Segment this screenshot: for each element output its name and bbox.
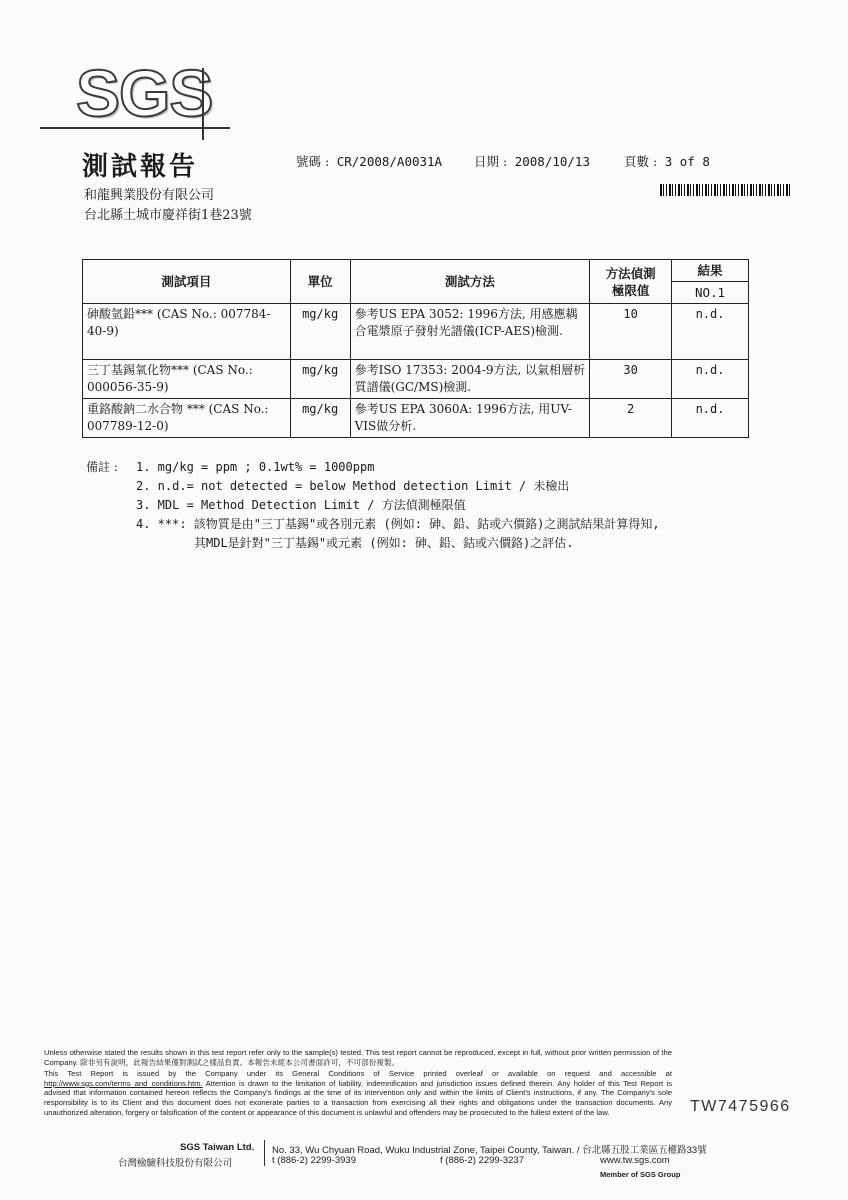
disclaimer-text: Attention is drawn to the limitation of liability, indemnification and jurisdiction issues defined therein. Any holder of this Test Report is advised that information contained hereon reflects the Company's findings at the time of its intervention only and within the limits of Client's instructions, if any. The Company's sole responsibility is to its Client and this document does not exonerate parties to a transaction from exercising all their rights and obligations under the transaction documents. Any unauthorized alteration, forgery or falsification of the content or appearance of this document is unlawful and offenders may be prosecuted to the fullest extent of the law.	[44, 1078, 672, 1117]
table-row	[83, 304, 749, 360]
header-test-method: 測試方法	[350, 260, 590, 304]
results-table	[82, 259, 749, 438]
note-item: 其MDL是針對"三丁基錫"或元素 (例如: 砷、鉛、鈷或六價鉻)之評估.	[194, 536, 574, 550]
company-address: 台北縣土城市慶祥街1巷23號	[84, 208, 252, 223]
header-result-no: NO.1	[672, 282, 749, 304]
row-test-item: 重鉻酸鈉二水合物 *** (CAS No.: 007789-12-0)	[83, 399, 291, 438]
logo-rule-vertical	[202, 68, 204, 140]
header-result: 結果	[672, 260, 749, 282]
header-test-item: 測試項目	[83, 260, 291, 304]
row-unit: mg/kg	[290, 304, 350, 360]
report-number-value: CR/2008/A0031A	[336, 154, 443, 169]
header-mdl-line1: 方法偵測	[605, 265, 656, 281]
row-result: n.d.	[672, 360, 749, 399]
footer-divider	[264, 1140, 265, 1166]
sgs-member-label: Member of SGS Group	[600, 1170, 681, 1179]
sgs-phone: t (886-2) 2299-3939	[272, 1155, 356, 1166]
report-date-label: 日期 :	[474, 154, 508, 169]
sgs-website[interactable]: www.tw.sgs.com	[600, 1155, 670, 1166]
report-number	[296, 152, 442, 170]
table-header-row	[83, 260, 749, 282]
row-test-item: 三丁基錫氧化物*** (CAS No.: 000056-35-9)	[83, 360, 291, 399]
row-unit: mg/kg	[290, 360, 350, 399]
sgs-address: No. 33, Wu Chyuan Road, Wuku Industrial Zone, Taipei County, Taiwan. / 台北縣五股工業區五權路33號	[272, 1145, 707, 1156]
barcode	[660, 184, 790, 196]
header-unit: 單位	[290, 260, 350, 304]
note-item: 4. ***: 該物質是由"三丁基錫"或各別元素 (例如: 砷、鉛、鈷或六價鉻)之測試結果計算得知,	[136, 517, 660, 531]
row-unit: mg/kg	[290, 399, 350, 438]
terms-link[interactable]: http://www.sgs.com/terms_and_conditions.htm.	[44, 1078, 203, 1088]
note-item: 2. n.d.= not detected = below Method detection Limit / 未檢出	[136, 479, 570, 493]
report-date	[474, 152, 590, 170]
page-number	[624, 152, 710, 170]
note-item: 1. mg/kg = ppm ; 0.1wt% = 1000ppm	[136, 460, 375, 474]
disclaimer-paragraph: Unless otherwise stated the results shown in this test report refer only to the sample(s) tested. This test report cannot be reproduced, except in full, without prior written permission of the Company. 除非另有說明，此報告結果僅對測試之樣品負責。本報告未經本公司書面許可，不可部份複製。	[44, 1048, 672, 1067]
row-mdl: 30	[590, 360, 672, 399]
report-date-value: 2008/10/13	[514, 154, 590, 169]
header-mdl-line2: 極限值	[611, 282, 650, 298]
row-result: n.d.	[672, 304, 749, 360]
row-mdl: 2	[590, 399, 672, 438]
page-number-value: 3 of 8	[664, 154, 710, 169]
disclaimer-paragraph	[44, 1069, 672, 1117]
row-result: n.d.	[672, 399, 749, 438]
note-item: 3. MDL = Method Detection Limit / 方法偵測極限值	[136, 498, 466, 512]
row-test-method: 參考ISO 17353: 2004-9方法, 以氣相層析質譜儀(GC/MS)檢測.	[350, 360, 590, 399]
sgs-logo: SGS	[76, 56, 213, 130]
disclaimer-text: This Test Report is issued by the Company under its General Conditions of Service printed overleaf or available on request and accessible at	[44, 1069, 672, 1079]
page-number-label: 頁數 :	[624, 154, 658, 169]
serial-number: TW7475966	[690, 1098, 791, 1115]
row-test-method: 參考US EPA 3052: 1996方法, 用感應耦合電漿原子發射光譜儀(ICP-AES)檢測.	[350, 304, 590, 360]
row-mdl: 10	[590, 304, 672, 360]
table-row	[83, 360, 749, 399]
report-number-label: 號碼 :	[296, 154, 330, 169]
disclaimer	[44, 1048, 672, 1119]
row-test-item: 砷酸氫鉛*** (CAS No.: 007784-40-9)	[83, 304, 291, 360]
row-test-method: 參考US EPA 3060A: 1996方法, 用UV-VIS做分析.	[350, 399, 590, 438]
sgs-company-name: SGS Taiwan Ltd.	[180, 1142, 255, 1153]
notes-section	[86, 458, 660, 553]
table-row	[83, 399, 749, 438]
sgs-company-name-zh: 台灣檢驗科技股份有限公司	[118, 1158, 233, 1169]
company-name: 和龍興業股份有限公司	[84, 188, 215, 203]
document-title: 測試報告	[82, 152, 199, 182]
header-mdl	[590, 260, 672, 304]
sgs-fax: f (886-2) 2299-3237	[440, 1155, 524, 1166]
notes-label: 備註 :	[86, 460, 118, 474]
